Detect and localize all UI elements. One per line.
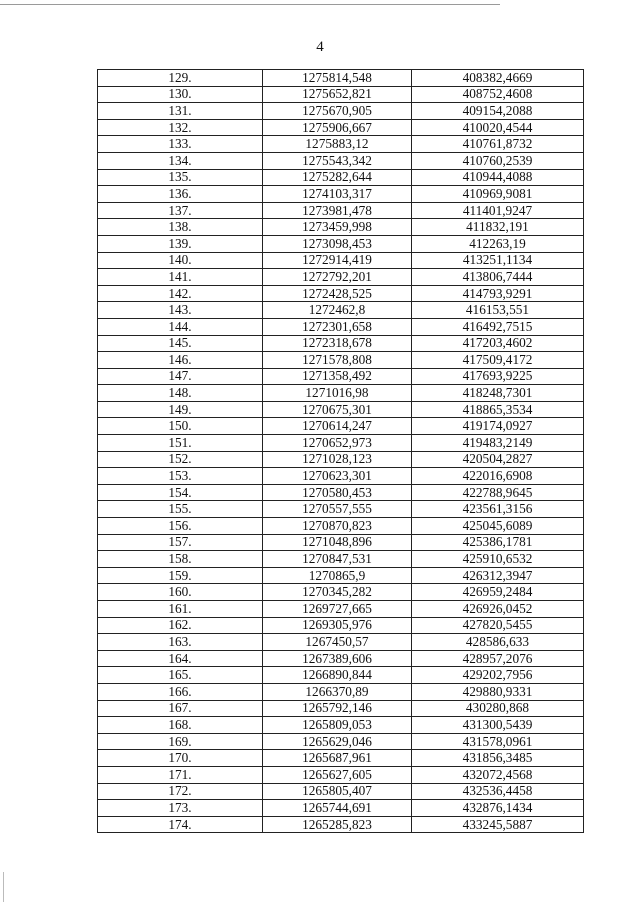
x-coordinate-cell: 1275906,667: [263, 119, 412, 136]
y-coordinate-cell: 431578,0961: [412, 733, 584, 750]
x-coordinate-cell: 1272318,678: [263, 335, 412, 352]
coordinates-table: [97, 69, 584, 833]
x-coordinate-cell: 1271028,123: [263, 451, 412, 468]
y-coordinate-cell: 432536,4458: [412, 783, 584, 800]
table-row: [98, 617, 584, 634]
x-coordinate-cell: 1272914,419: [263, 252, 412, 269]
y-coordinate-cell: 432072,4568: [412, 766, 584, 783]
x-coordinate-cell: 1272428,525: [263, 285, 412, 302]
y-coordinate-cell: 411401,9247: [412, 202, 584, 219]
point-number-cell: 147.: [98, 368, 263, 385]
x-coordinate-cell: 1272301,658: [263, 318, 412, 335]
point-number-cell: 156.: [98, 518, 263, 535]
point-number-cell: 160.: [98, 584, 263, 601]
point-number-cell: 150.: [98, 418, 263, 435]
table-row: [98, 634, 584, 651]
point-number-cell: 155.: [98, 501, 263, 518]
x-coordinate-cell: 1265627,605: [263, 766, 412, 783]
point-number-cell: 167.: [98, 700, 263, 717]
table-row: [98, 783, 584, 800]
x-coordinate-cell: 1270623,301: [263, 468, 412, 485]
table-row: [98, 584, 584, 601]
point-number-cell: 138.: [98, 219, 263, 236]
point-number-cell: 145.: [98, 335, 263, 352]
point-number-cell: 142.: [98, 285, 263, 302]
y-coordinate-cell: 429880,9331: [412, 683, 584, 700]
point-number-cell: 135.: [98, 169, 263, 186]
y-coordinate-cell: 419174,0927: [412, 418, 584, 435]
table-row: [98, 86, 584, 103]
y-coordinate-cell: 426312,3947: [412, 567, 584, 584]
point-number-cell: 164.: [98, 650, 263, 667]
table-row: [98, 136, 584, 153]
y-coordinate-cell: 431856,3485: [412, 750, 584, 767]
x-coordinate-cell: 1269305,976: [263, 617, 412, 634]
x-coordinate-cell: 1265285,823: [263, 816, 412, 833]
point-number-cell: 140.: [98, 252, 263, 269]
table-row: [98, 816, 584, 833]
table-row: [98, 169, 584, 186]
x-coordinate-cell: 1275543,342: [263, 152, 412, 169]
x-coordinate-cell: 1275883,12: [263, 136, 412, 153]
x-coordinate-cell: 1274103,317: [263, 186, 412, 203]
y-coordinate-cell: 418248,7301: [412, 385, 584, 402]
point-number-cell: 149.: [98, 401, 263, 418]
x-coordinate-cell: 1265809,053: [263, 717, 412, 734]
y-coordinate-cell: 422788,9645: [412, 484, 584, 501]
point-number-cell: 139.: [98, 235, 263, 252]
x-coordinate-cell: 1275814,548: [263, 70, 412, 87]
table-row: [98, 451, 584, 468]
point-number-cell: 133.: [98, 136, 263, 153]
point-number-cell: 153.: [98, 468, 263, 485]
table-row: [98, 717, 584, 734]
y-coordinate-cell: 410760,2539: [412, 152, 584, 169]
y-coordinate-cell: 419483,2149: [412, 435, 584, 452]
x-coordinate-cell: 1270614,247: [263, 418, 412, 435]
x-coordinate-cell: 1271358,492: [263, 368, 412, 385]
x-coordinate-cell: 1270847,531: [263, 551, 412, 568]
table-row: [98, 285, 584, 302]
point-number-cell: 136.: [98, 186, 263, 203]
coordinates-table-body: [98, 70, 584, 833]
x-coordinate-cell: 1275670,905: [263, 103, 412, 120]
y-coordinate-cell: 410969,9081: [412, 186, 584, 203]
table-row: [98, 700, 584, 717]
y-coordinate-cell: 410020,4544: [412, 119, 584, 136]
point-number-cell: 134.: [98, 152, 263, 169]
scan-edge-top: [0, 4, 500, 5]
table-row: [98, 650, 584, 667]
point-number-cell: 162.: [98, 617, 263, 634]
y-coordinate-cell: 429202,7956: [412, 667, 584, 684]
point-number-cell: 163.: [98, 634, 263, 651]
y-coordinate-cell: 431300,5439: [412, 717, 584, 734]
table-row: [98, 302, 584, 319]
y-coordinate-cell: 428586,633: [412, 634, 584, 651]
table-row: [98, 418, 584, 435]
point-number-cell: 146.: [98, 352, 263, 369]
table-row: [98, 318, 584, 335]
y-coordinate-cell: 410944,4088: [412, 169, 584, 186]
table-row: [98, 368, 584, 385]
x-coordinate-cell: 1267389,606: [263, 650, 412, 667]
table-row: [98, 766, 584, 783]
x-coordinate-cell: 1271578,808: [263, 352, 412, 369]
table-row: [98, 335, 584, 352]
point-number-cell: 151.: [98, 435, 263, 452]
table-row: [98, 103, 584, 120]
table-row: [98, 484, 584, 501]
y-coordinate-cell: 418865,3534: [412, 401, 584, 418]
table-row: [98, 683, 584, 700]
table-row: [98, 70, 584, 87]
y-coordinate-cell: 422016,6908: [412, 468, 584, 485]
y-coordinate-cell: 413251,1134: [412, 252, 584, 269]
point-number-cell: 165.: [98, 667, 263, 684]
point-number-cell: 161.: [98, 601, 263, 618]
point-number-cell: 148.: [98, 385, 263, 402]
x-coordinate-cell: 1266890,844: [263, 667, 412, 684]
point-number-cell: 143.: [98, 302, 263, 319]
table-row: [98, 601, 584, 618]
table-row: [98, 235, 584, 252]
x-coordinate-cell: 1270675,301: [263, 401, 412, 418]
y-coordinate-cell: 420504,2827: [412, 451, 584, 468]
x-coordinate-cell: 1265744,691: [263, 800, 412, 817]
table-row: [98, 186, 584, 203]
y-coordinate-cell: 425045,6089: [412, 518, 584, 535]
y-coordinate-cell: 430280,868: [412, 700, 584, 717]
y-coordinate-cell: 409154,2088: [412, 103, 584, 120]
x-coordinate-cell: 1270557,555: [263, 501, 412, 518]
point-number-cell: 131.: [98, 103, 263, 120]
y-coordinate-cell: 416492,7515: [412, 318, 584, 335]
table-row: [98, 119, 584, 136]
table-row: [98, 733, 584, 750]
table-row: [98, 435, 584, 452]
point-number-cell: 132.: [98, 119, 263, 136]
x-coordinate-cell: 1272462,8: [263, 302, 412, 319]
y-coordinate-cell: 428957,2076: [412, 650, 584, 667]
point-number-cell: 166.: [98, 683, 263, 700]
x-coordinate-cell: 1265792,146: [263, 700, 412, 717]
point-number-cell: 137.: [98, 202, 263, 219]
y-coordinate-cell: 413806,7444: [412, 269, 584, 286]
x-coordinate-cell: 1265629,046: [263, 733, 412, 750]
x-coordinate-cell: 1273459,998: [263, 219, 412, 236]
point-number-cell: 152.: [98, 451, 263, 468]
y-coordinate-cell: 426959,2484: [412, 584, 584, 601]
y-coordinate-cell: 410761,8732: [412, 136, 584, 153]
scan-edge-left: [3, 872, 4, 902]
point-number-cell: 157.: [98, 534, 263, 551]
point-number-cell: 174.: [98, 816, 263, 833]
table-row: [98, 567, 584, 584]
table-row: [98, 269, 584, 286]
table-row: [98, 252, 584, 269]
x-coordinate-cell: 1272792,201: [263, 269, 412, 286]
x-coordinate-cell: 1270580,453: [263, 484, 412, 501]
table-row: [98, 152, 584, 169]
table-row: [98, 667, 584, 684]
x-coordinate-cell: 1271016,98: [263, 385, 412, 402]
table-row: [98, 750, 584, 767]
point-number-cell: 144.: [98, 318, 263, 335]
y-coordinate-cell: 408752,4608: [412, 86, 584, 103]
table-row: [98, 501, 584, 518]
page-number: 4: [316, 39, 324, 55]
table-row: [98, 352, 584, 369]
table-row: [98, 534, 584, 551]
y-coordinate-cell: 417203,4602: [412, 335, 584, 352]
point-number-cell: 169.: [98, 733, 263, 750]
point-number-cell: 154.: [98, 484, 263, 501]
point-number-cell: 170.: [98, 750, 263, 767]
y-coordinate-cell: 423561,3156: [412, 501, 584, 518]
table-row: [98, 385, 584, 402]
table-row: [98, 219, 584, 236]
y-coordinate-cell: 425386,1781: [412, 534, 584, 551]
x-coordinate-cell: 1267450,57: [263, 634, 412, 651]
point-number-cell: 168.: [98, 717, 263, 734]
y-coordinate-cell: 433245,5887: [412, 816, 584, 833]
point-number-cell: 159.: [98, 567, 263, 584]
table-row: [98, 401, 584, 418]
y-coordinate-cell: 425910,6532: [412, 551, 584, 568]
point-number-cell: 173.: [98, 800, 263, 817]
y-coordinate-cell: 426926,0452: [412, 601, 584, 618]
x-coordinate-cell: 1275652,821: [263, 86, 412, 103]
point-number-cell: 129.: [98, 70, 263, 87]
y-coordinate-cell: 414793,9291: [412, 285, 584, 302]
point-number-cell: 130.: [98, 86, 263, 103]
x-coordinate-cell: 1273098,453: [263, 235, 412, 252]
x-coordinate-cell: 1266370,89: [263, 683, 412, 700]
y-coordinate-cell: 416153,551: [412, 302, 584, 319]
y-coordinate-cell: 417509,4172: [412, 352, 584, 369]
y-coordinate-cell: 412263,19: [412, 235, 584, 252]
table-row: [98, 518, 584, 535]
x-coordinate-cell: 1273981,478: [263, 202, 412, 219]
table-row: [98, 551, 584, 568]
x-coordinate-cell: 1270345,282: [263, 584, 412, 601]
x-coordinate-cell: 1270865,9: [263, 567, 412, 584]
point-number-cell: 141.: [98, 269, 263, 286]
x-coordinate-cell: 1265805,407: [263, 783, 412, 800]
x-coordinate-cell: 1269727,665: [263, 601, 412, 618]
table-row: [98, 202, 584, 219]
point-number-cell: 158.: [98, 551, 263, 568]
x-coordinate-cell: 1270652,973: [263, 435, 412, 452]
y-coordinate-cell: 427820,5455: [412, 617, 584, 634]
x-coordinate-cell: 1270870,823: [263, 518, 412, 535]
table-row: [98, 468, 584, 485]
y-coordinate-cell: 432876,1434: [412, 800, 584, 817]
y-coordinate-cell: 417693,9225: [412, 368, 584, 385]
y-coordinate-cell: 408382,4669: [412, 70, 584, 87]
y-coordinate-cell: 411832,191: [412, 219, 584, 236]
table-row: [98, 800, 584, 817]
point-number-cell: 171.: [98, 766, 263, 783]
point-number-cell: 172.: [98, 783, 263, 800]
x-coordinate-cell: 1271048,896: [263, 534, 412, 551]
x-coordinate-cell: 1275282,644: [263, 169, 412, 186]
x-coordinate-cell: 1265687,961: [263, 750, 412, 767]
